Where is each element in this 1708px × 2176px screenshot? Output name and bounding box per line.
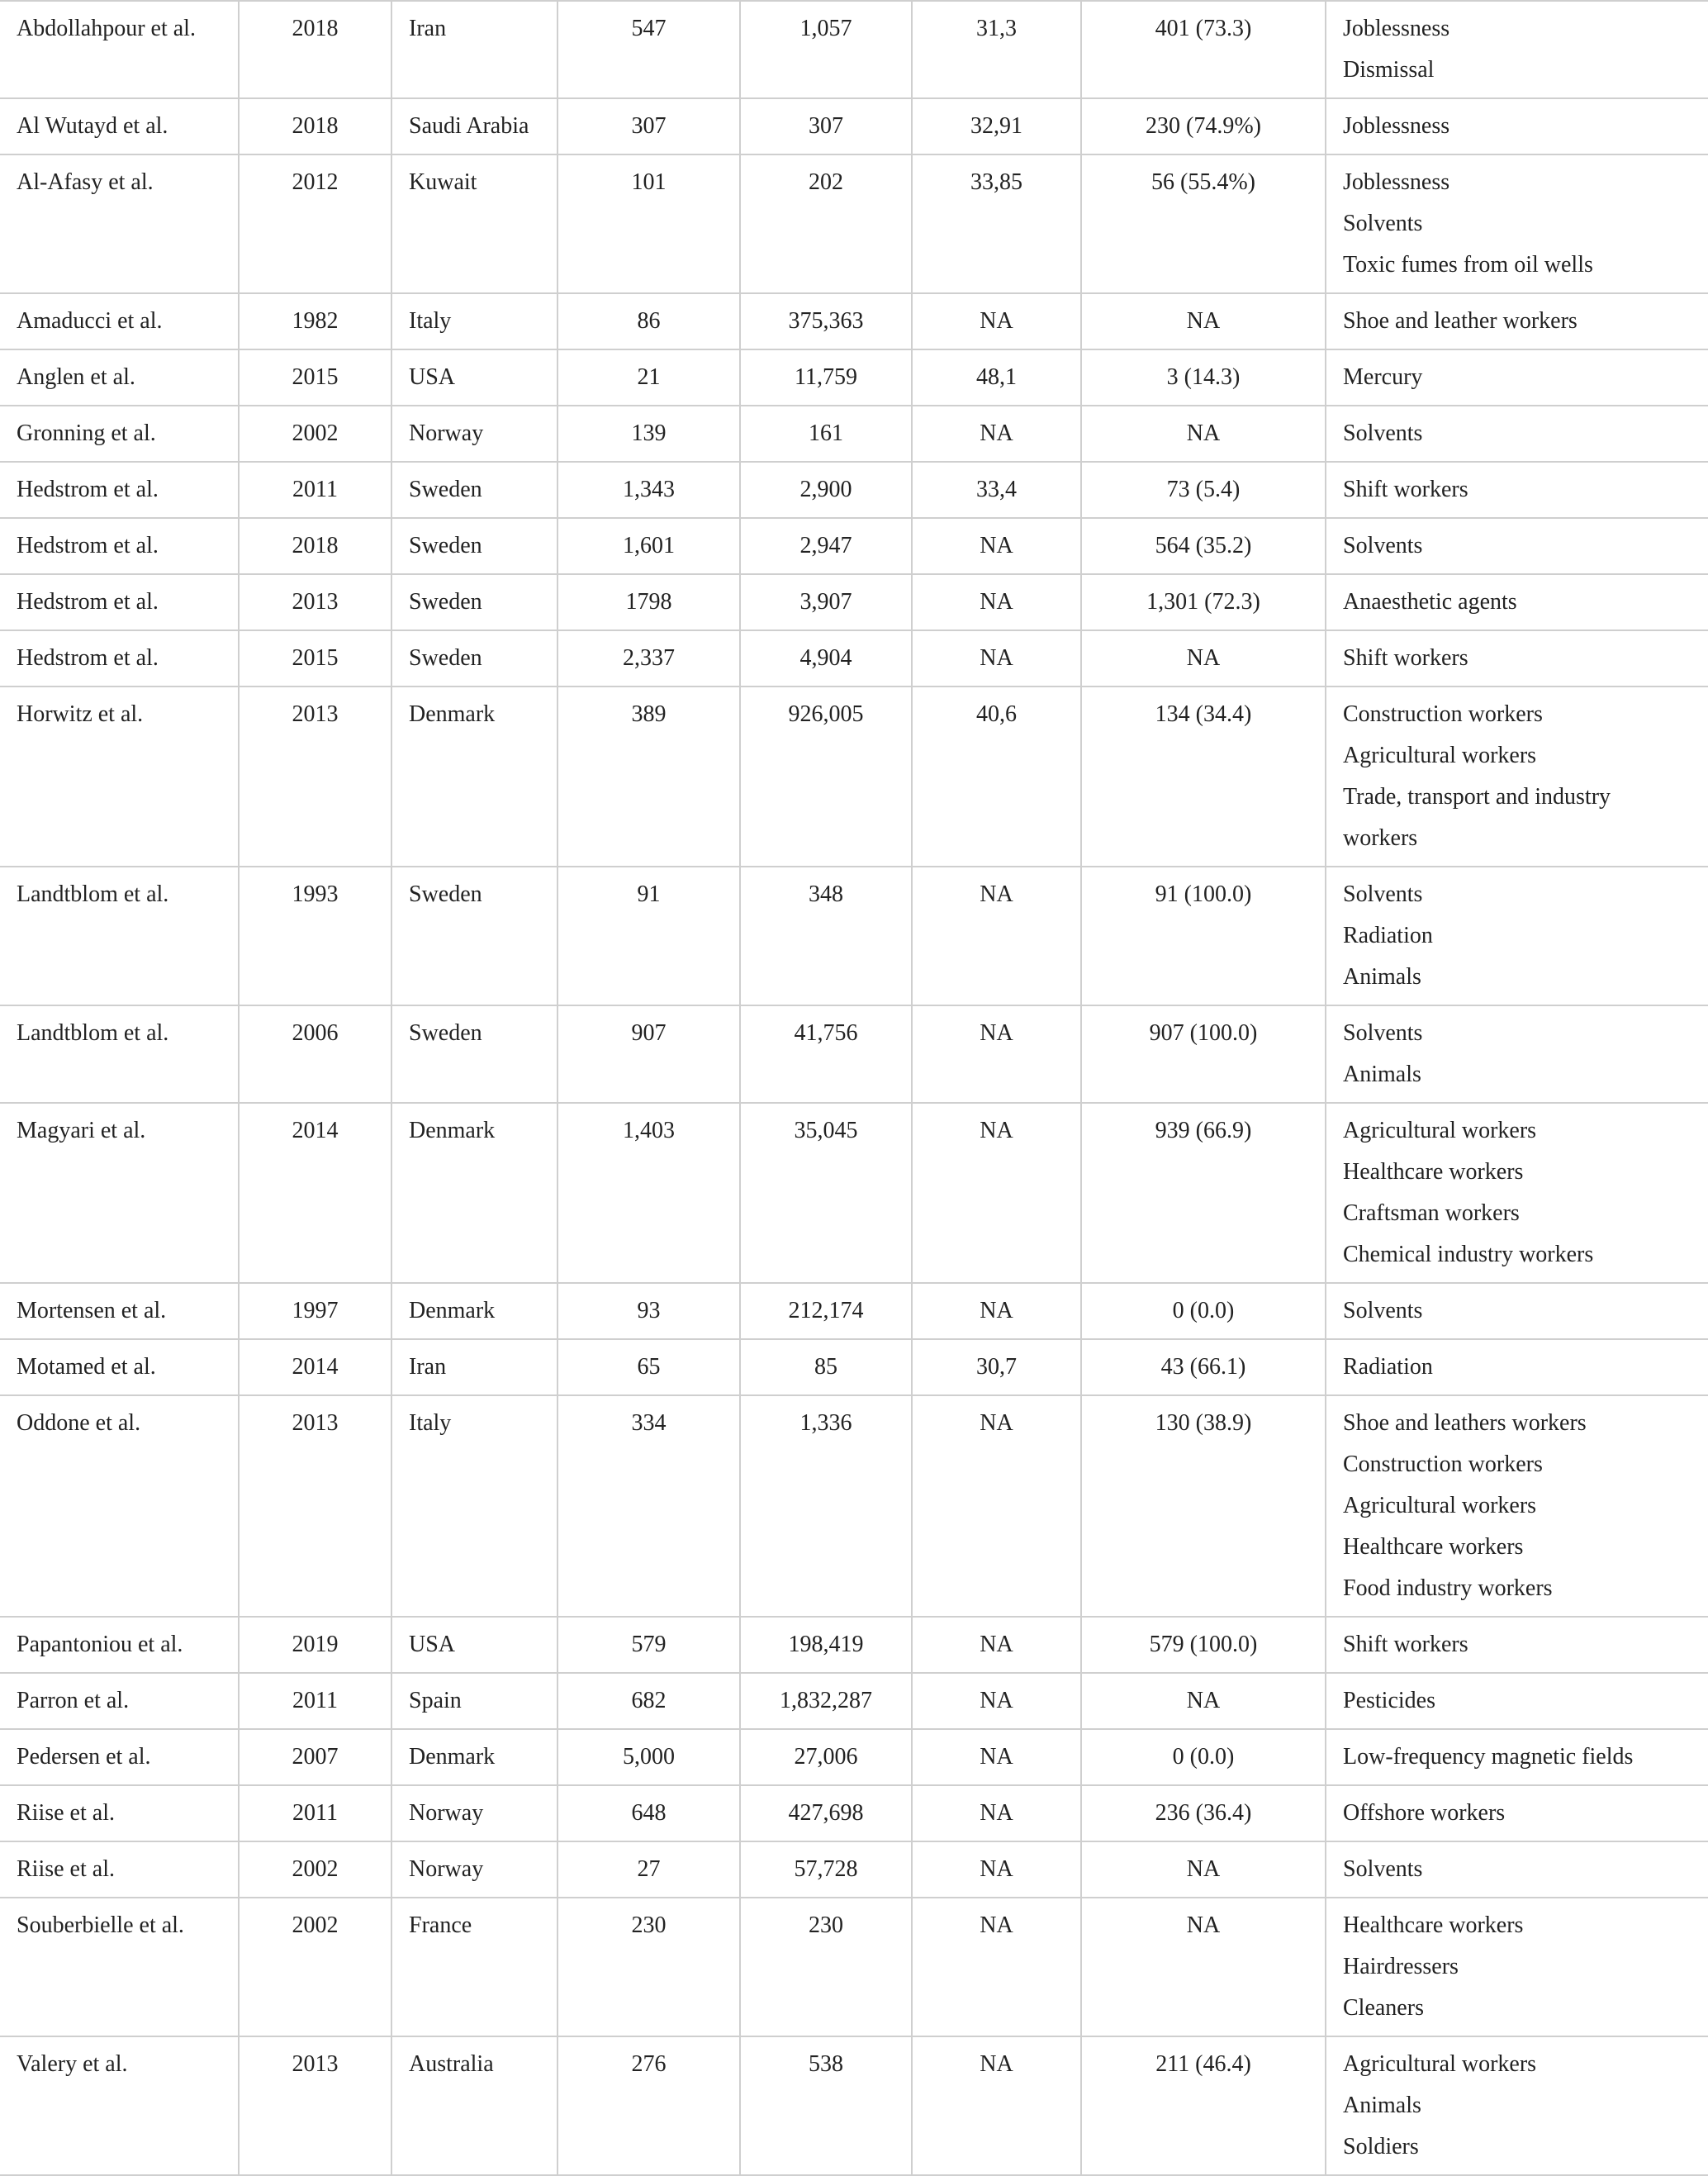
exposed-cell: NA <box>1081 1673 1326 1729</box>
country-cell: Norway <box>391 1785 557 1841</box>
country-cell: France <box>391 1898 557 2036</box>
exposures-cell <box>1326 1673 1708 1729</box>
cases-cell: 1,343 <box>557 462 740 518</box>
participants-cell: 11,759 <box>740 349 912 406</box>
cases-cell: 276 <box>557 2036 740 2175</box>
exposure-item: Dismissal <box>1343 57 1435 83</box>
year-cell: 2014 <box>239 1339 391 1395</box>
author-cell: Anglen et al. <box>0 349 239 406</box>
exposure-item: Chemical industry workers <box>1343 1242 1594 1267</box>
table-row <box>0 1841 1708 1898</box>
year-cell: 2018 <box>239 1 391 98</box>
exposures-cell <box>1326 349 1708 406</box>
exposure-item: Mercury <box>1343 364 1423 390</box>
table-body <box>0 1 1708 2175</box>
exposure-item: Construction workers <box>1343 701 1543 727</box>
author-cell: Riise et al. <box>0 1785 239 1841</box>
exposed-cell: 230 (74.9%) <box>1081 98 1326 154</box>
exposures-cell <box>1326 1103 1708 1283</box>
exposed-cell: 939 (66.9) <box>1081 1103 1326 1283</box>
author-cell: Oddone et al. <box>0 1395 239 1617</box>
table-row <box>0 293 1708 349</box>
participants-cell: 348 <box>740 867 912 1005</box>
table-row <box>0 687 1708 867</box>
cases-cell: 27 <box>557 1841 740 1898</box>
age-cell: NA <box>912 1395 1081 1617</box>
exposures-cell <box>1326 1617 1708 1673</box>
year-cell: 2002 <box>239 1841 391 1898</box>
exposure-item: Food industry workers <box>1343 1575 1553 1601</box>
participants-cell: 161 <box>740 406 912 462</box>
age-cell: NA <box>912 1898 1081 2036</box>
age-cell: NA <box>912 1283 1081 1339</box>
exposure-item: Animals <box>1343 2093 1421 2118</box>
age-cell: NA <box>912 630 1081 687</box>
author-cell: Hedstrom et al. <box>0 518 239 574</box>
exposures-cell <box>1326 867 1708 1005</box>
country-cell: Sweden <box>391 867 557 1005</box>
author-cell: Mortensen et al. <box>0 1283 239 1339</box>
exposed-cell: 907 (100.0) <box>1081 1005 1326 1103</box>
table-row <box>0 1673 1708 1729</box>
age-cell: NA <box>912 1617 1081 1673</box>
table-row <box>0 1339 1708 1395</box>
table-row <box>0 406 1708 462</box>
country-cell: Norway <box>391 1841 557 1898</box>
exposure-item: Shoe and leathers workers <box>1343 1410 1587 1436</box>
author-cell: Riise et al. <box>0 1841 239 1898</box>
author-cell: Al-Afasy et al. <box>0 154 239 293</box>
country-cell: USA <box>391 1617 557 1673</box>
exposed-cell: 130 (38.9) <box>1081 1395 1326 1617</box>
table-row <box>0 574 1708 630</box>
participants-cell: 307 <box>740 98 912 154</box>
exposure-item: Low-frequency magnetic fields <box>1343 1744 1634 1770</box>
exposed-cell: 73 (5.4) <box>1081 462 1326 518</box>
year-cell: 1997 <box>239 1283 391 1339</box>
exposure-item: Joblessness <box>1343 113 1450 139</box>
year-cell: 2018 <box>239 98 391 154</box>
exposed-cell: 0 (0.0) <box>1081 1729 1326 1785</box>
exposure-item: Agricultural workers <box>1343 1118 1537 1143</box>
age-cell: 33,4 <box>912 462 1081 518</box>
table-row <box>0 867 1708 1005</box>
cases-cell: 230 <box>557 1898 740 2036</box>
cases-cell: 5,000 <box>557 1729 740 1785</box>
exposure-item: Shift workers <box>1343 1632 1468 1657</box>
participants-cell: 926,005 <box>740 687 912 867</box>
exposed-cell: 56 (55.4%) <box>1081 154 1326 293</box>
exposure-item: Shift workers <box>1343 477 1468 502</box>
year-cell: 2019 <box>239 1617 391 1673</box>
exposed-cell: 579 (100.0) <box>1081 1617 1326 1673</box>
exposure-item: Offshore workers <box>1343 1800 1506 1826</box>
exposure-item: Soldiers <box>1343 2134 1419 2159</box>
participants-cell: 202 <box>740 154 912 293</box>
country-cell: Denmark <box>391 1729 557 1785</box>
cases-cell: 93 <box>557 1283 740 1339</box>
year-cell: 1993 <box>239 867 391 1005</box>
participants-cell: 2,900 <box>740 462 912 518</box>
year-cell: 2002 <box>239 406 391 462</box>
exposures-cell <box>1326 1729 1708 1785</box>
participants-cell: 35,045 <box>740 1103 912 1283</box>
participants-cell: 41,756 <box>740 1005 912 1103</box>
age-cell: 33,85 <box>912 154 1081 293</box>
exposure-item: Healthcare workers <box>1343 1159 1524 1185</box>
exposures-cell <box>1326 630 1708 687</box>
year-cell: 2018 <box>239 518 391 574</box>
exposure-item: Animals <box>1343 1062 1421 1087</box>
country-cell: Australia <box>391 2036 557 2175</box>
exposures-cell <box>1326 462 1708 518</box>
exposures-cell <box>1326 2036 1708 2175</box>
cases-cell: 648 <box>557 1785 740 1841</box>
cases-cell: 2,337 <box>557 630 740 687</box>
author-cell: Papantoniou et al. <box>0 1617 239 1673</box>
year-cell: 2011 <box>239 1785 391 1841</box>
country-cell: USA <box>391 349 557 406</box>
year-cell: 1982 <box>239 293 391 349</box>
author-cell: Hedstrom et al. <box>0 462 239 518</box>
age-cell: NA <box>912 1673 1081 1729</box>
exposures-cell <box>1326 1395 1708 1617</box>
year-cell: 2011 <box>239 1673 391 1729</box>
year-cell: 2002 <box>239 1898 391 2036</box>
table-row <box>0 1898 1708 2036</box>
table-row <box>0 462 1708 518</box>
age-cell: NA <box>912 1103 1081 1283</box>
cases-cell: 65 <box>557 1339 740 1395</box>
exposed-cell: 3 (14.3) <box>1081 349 1326 406</box>
year-cell: 2013 <box>239 1395 391 1617</box>
year-cell: 2015 <box>239 630 391 687</box>
exposure-item: Radiation <box>1343 923 1433 948</box>
year-cell: 2015 <box>239 349 391 406</box>
author-cell: Valery et al. <box>0 2036 239 2175</box>
exposures-cell <box>1326 406 1708 462</box>
exposure-item: Toxic fumes from oil wells <box>1343 252 1593 278</box>
exposed-cell: NA <box>1081 1898 1326 2036</box>
participants-cell: 1,832,287 <box>740 1673 912 1729</box>
country-cell: Sweden <box>391 518 557 574</box>
year-cell: 2007 <box>239 1729 391 1785</box>
cases-cell: 907 <box>557 1005 740 1103</box>
participants-cell: 427,698 <box>740 1785 912 1841</box>
exposure-item: Agricultural workers <box>1343 743 1537 768</box>
cases-cell: 334 <box>557 1395 740 1617</box>
exposure-item: Agricultural workers <box>1343 2051 1537 2077</box>
exposures-cell <box>1326 687 1708 867</box>
country-cell: Iran <box>391 1339 557 1395</box>
age-cell: NA <box>912 518 1081 574</box>
age-cell: NA <box>912 1841 1081 1898</box>
country-cell: Kuwait <box>391 154 557 293</box>
year-cell: 2013 <box>239 2036 391 2175</box>
exposure-item: Pesticides <box>1343 1688 1435 1713</box>
participants-cell: 3,907 <box>740 574 912 630</box>
author-cell: Al Wutayd et al. <box>0 98 239 154</box>
participants-cell: 85 <box>740 1339 912 1395</box>
country-cell: Sweden <box>391 462 557 518</box>
author-cell: Hedstrom et al. <box>0 630 239 687</box>
cases-cell: 21 <box>557 349 740 406</box>
country-cell: Italy <box>391 293 557 349</box>
exposures-cell <box>1326 1898 1708 2036</box>
cases-cell: 389 <box>557 687 740 867</box>
exposed-cell: NA <box>1081 630 1326 687</box>
participants-cell: 198,419 <box>740 1617 912 1673</box>
country-cell: Denmark <box>391 1283 557 1339</box>
exposure-item: Solvents <box>1343 881 1423 907</box>
participants-cell: 2,947 <box>740 518 912 574</box>
exposures-cell <box>1326 1785 1708 1841</box>
cases-cell: 139 <box>557 406 740 462</box>
age-cell: NA <box>912 406 1081 462</box>
exposures-cell <box>1326 1283 1708 1339</box>
participants-cell: 1,057 <box>740 1 912 98</box>
year-cell: 2013 <box>239 687 391 867</box>
exposed-cell: NA <box>1081 293 1326 349</box>
exposure-item: Joblessness <box>1343 16 1450 41</box>
author-cell: Pedersen et al. <box>0 1729 239 1785</box>
table-row <box>0 1005 1708 1103</box>
participants-cell: 538 <box>740 2036 912 2175</box>
exposures-cell <box>1326 98 1708 154</box>
table-row <box>0 1395 1708 1617</box>
country-cell: Iran <box>391 1 557 98</box>
exposures-cell <box>1326 293 1708 349</box>
exposed-cell: 91 (100.0) <box>1081 867 1326 1005</box>
table-row <box>0 1103 1708 1283</box>
table-row <box>0 1283 1708 1339</box>
cases-cell: 1,403 <box>557 1103 740 1283</box>
exposures-cell <box>1326 574 1708 630</box>
country-cell: Sweden <box>391 630 557 687</box>
exposure-item: Healthcare workers <box>1343 1534 1524 1560</box>
cases-cell: 86 <box>557 293 740 349</box>
country-cell: Sweden <box>391 1005 557 1103</box>
exposure-item: Solvents <box>1343 420 1423 446</box>
exposure-item: Solvents <box>1343 1020 1423 1046</box>
author-cell: Souberbielle et al. <box>0 1898 239 2036</box>
participants-cell: 4,904 <box>740 630 912 687</box>
exposure-item: Shoe and leather workers <box>1343 308 1578 334</box>
country-cell: Saudi Arabia <box>391 98 557 154</box>
exposure-item: Solvents <box>1343 1856 1423 1882</box>
participants-cell: 27,006 <box>740 1729 912 1785</box>
participants-cell: 230 <box>740 1898 912 2036</box>
exposed-cell: 43 (66.1) <box>1081 1339 1326 1395</box>
author-cell: Gronning et al. <box>0 406 239 462</box>
author-cell: Amaducci et al. <box>0 293 239 349</box>
age-cell: NA <box>912 293 1081 349</box>
exposure-item: Solvents <box>1343 533 1423 558</box>
exposure-item: workers <box>1343 825 1418 851</box>
age-cell: NA <box>912 1729 1081 1785</box>
participants-cell: 375,363 <box>740 293 912 349</box>
table-row <box>0 1729 1708 1785</box>
author-cell: Parron et al. <box>0 1673 239 1729</box>
exposed-cell: 134 (34.4) <box>1081 687 1326 867</box>
year-cell: 2011 <box>239 462 391 518</box>
participants-cell: 57,728 <box>740 1841 912 1898</box>
age-cell: 31,3 <box>912 1 1081 98</box>
cases-cell: 101 <box>557 154 740 293</box>
exposure-item: Cleaners <box>1343 1995 1424 2021</box>
table-row <box>0 154 1708 293</box>
exposed-cell: 0 (0.0) <box>1081 1283 1326 1339</box>
table-row <box>0 98 1708 154</box>
age-cell: NA <box>912 867 1081 1005</box>
author-cell: Landtblom et al. <box>0 867 239 1005</box>
cases-cell: 579 <box>557 1617 740 1673</box>
age-cell: NA <box>912 574 1081 630</box>
author-cell: Magyari et al. <box>0 1103 239 1283</box>
age-cell: 32,91 <box>912 98 1081 154</box>
participants-cell: 212,174 <box>740 1283 912 1339</box>
age-cell: 30,7 <box>912 1339 1081 1395</box>
country-cell: Denmark <box>391 1103 557 1283</box>
author-cell: Landtblom et al. <box>0 1005 239 1103</box>
cases-cell: 682 <box>557 1673 740 1729</box>
exposed-cell: 1,301 (72.3) <box>1081 574 1326 630</box>
table-row <box>0 1617 1708 1673</box>
exposure-item: Joblessness <box>1343 169 1450 195</box>
exposures-cell <box>1326 518 1708 574</box>
exposed-cell: NA <box>1081 406 1326 462</box>
cases-cell: 1,601 <box>557 518 740 574</box>
exposure-item: Trade, transport and industry <box>1343 784 1611 810</box>
table-row <box>0 1 1708 98</box>
age-cell: NA <box>912 1785 1081 1841</box>
cases-cell: 547 <box>557 1 740 98</box>
exposure-item: Shift workers <box>1343 645 1468 671</box>
exposed-cell: 211 (46.4) <box>1081 2036 1326 2175</box>
table-row <box>0 1785 1708 1841</box>
exposed-cell: 564 (35.2) <box>1081 518 1326 574</box>
exposed-cell: NA <box>1081 1841 1326 1898</box>
exposure-item: Hairdressers <box>1343 1954 1459 1979</box>
exposed-cell: 401 (73.3) <box>1081 1 1326 98</box>
exposed-cell: 236 (36.4) <box>1081 1785 1326 1841</box>
exposure-item: Construction workers <box>1343 1451 1543 1477</box>
author-cell: Abdollahpour et al. <box>0 1 239 98</box>
year-cell: 2012 <box>239 154 391 293</box>
country-cell: Italy <box>391 1395 557 1617</box>
author-cell: Hedstrom et al. <box>0 574 239 630</box>
exposure-item: Craftsman workers <box>1343 1200 1520 1226</box>
country-cell: Sweden <box>391 574 557 630</box>
age-cell: NA <box>912 1005 1081 1103</box>
exposures-cell <box>1326 1841 1708 1898</box>
exposure-item: Solvents <box>1343 211 1423 236</box>
table-row <box>0 518 1708 574</box>
exposure-item: Solvents <box>1343 1298 1423 1323</box>
age-cell: NA <box>912 2036 1081 2175</box>
table-row <box>0 349 1708 406</box>
exposure-item: Radiation <box>1343 1354 1433 1380</box>
exposure-item: Animals <box>1343 964 1421 990</box>
country-cell: Denmark <box>391 687 557 867</box>
year-cell: 2013 <box>239 574 391 630</box>
country-cell: Spain <box>391 1673 557 1729</box>
exposure-item: Healthcare workers <box>1343 1912 1524 1938</box>
country-cell: Norway <box>391 406 557 462</box>
exposure-item: Anaesthetic agents <box>1343 589 1517 615</box>
table-row <box>0 630 1708 687</box>
table-row <box>0 2036 1708 2175</box>
cases-cell: 307 <box>557 98 740 154</box>
participants-cell: 1,336 <box>740 1395 912 1617</box>
cases-cell: 91 <box>557 867 740 1005</box>
cases-cell: 1798 <box>557 574 740 630</box>
age-cell: 48,1 <box>912 349 1081 406</box>
exposures-cell <box>1326 154 1708 293</box>
exposures-cell <box>1326 1339 1708 1395</box>
year-cell: 2006 <box>239 1005 391 1103</box>
age-cell: 40,6 <box>912 687 1081 867</box>
year-cell: 2014 <box>239 1103 391 1283</box>
exposures-cell <box>1326 1005 1708 1103</box>
exposure-item: Agricultural workers <box>1343 1493 1537 1518</box>
author-cell: Motamed et al. <box>0 1339 239 1395</box>
author-cell: Horwitz et al. <box>0 687 239 867</box>
exposures-cell <box>1326 1 1708 98</box>
